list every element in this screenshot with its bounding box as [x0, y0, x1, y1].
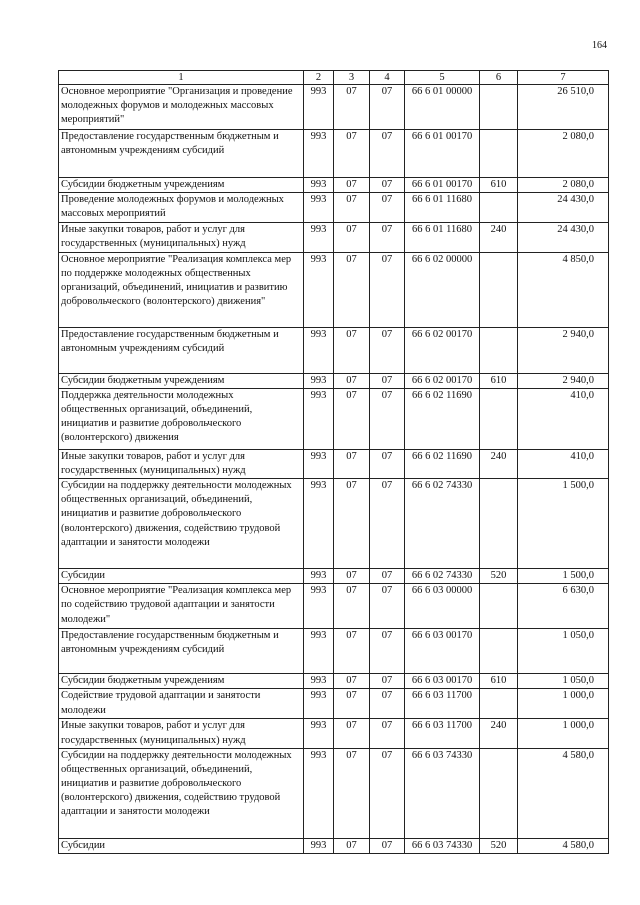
- row-amount: 2 940,0: [518, 373, 609, 388]
- row-code-6: [480, 629, 518, 674]
- table-row: [59, 327, 609, 373]
- row-code-6: 240: [480, 222, 518, 252]
- row-code-5: 66 6 02 11690: [405, 388, 480, 449]
- row-code-3: 07: [334, 584, 370, 629]
- row-code-3: 07: [334, 569, 370, 584]
- row-code-5: 66 6 01 11680: [405, 193, 480, 222]
- row-code-4: 07: [370, 719, 405, 748]
- table-row: [59, 569, 609, 584]
- row-name: Иные закупки товаров, работ и услуг для государственных (муниципальных) нужд: [59, 719, 304, 748]
- table-header: [59, 71, 609, 85]
- row-name: Поддержка деятельности молодежных общественных организаций, объединений, инициатив и развитие добровольческого (волонтерского) движения: [59, 388, 304, 449]
- row-name: Предоставление государственным бюджетным и автономным учреждениям субсидий: [59, 629, 304, 674]
- header-cell-2: 2: [304, 71, 334, 85]
- row-name: Субсидии: [59, 569, 304, 584]
- row-amount: 1 500,0: [518, 569, 609, 584]
- table-row: [59, 629, 609, 674]
- header-cell-5: 5: [405, 71, 480, 85]
- row-code-5: 66 6 03 74330: [405, 748, 480, 838]
- row-code-6: 610: [480, 178, 518, 193]
- table-row: [59, 674, 609, 689]
- row-amount: 4 580,0: [518, 838, 609, 853]
- row-code-3: 07: [334, 689, 370, 719]
- row-code-4: 07: [370, 689, 405, 719]
- row-code-6: [480, 479, 518, 569]
- row-amount: 4 580,0: [518, 748, 609, 838]
- row-code-4: 07: [370, 838, 405, 853]
- row-code-2: 993: [304, 674, 334, 689]
- row-code-4: 07: [370, 252, 405, 327]
- row-amount: 1 000,0: [518, 719, 609, 748]
- row-code-5: 66 6 03 00170: [405, 629, 480, 674]
- row-name: Предоставление государственным бюджетным и автономным учреждениям субсидий: [59, 327, 304, 373]
- row-code-3: 07: [334, 838, 370, 853]
- row-code-5: 66 6 01 00170: [405, 178, 480, 193]
- row-name: Субсидии бюджетным учреждениям: [59, 178, 304, 193]
- row-amount: 410,0: [518, 449, 609, 478]
- table-row: [59, 178, 609, 193]
- row-code-5: 66 6 03 00170: [405, 674, 480, 689]
- row-name: Основное мероприятие "Реализация комплекса мер по поддержке молодежных общественных организаций, объединений, инициатив и развитию добровольческого (волонтерского) движения": [59, 252, 304, 327]
- table-row: [59, 130, 609, 178]
- row-code-2: 993: [304, 479, 334, 569]
- row-code-6: [480, 584, 518, 629]
- row-code-4: 07: [370, 629, 405, 674]
- table-row: [59, 449, 609, 478]
- row-name: Предоставление государственным бюджетным и автономным учреждениям субсидий: [59, 130, 304, 178]
- row-code-4: 07: [370, 584, 405, 629]
- row-code-3: 07: [334, 193, 370, 222]
- row-name: Субсидии: [59, 838, 304, 853]
- row-code-6: [480, 689, 518, 719]
- row-amount: 1 050,0: [518, 674, 609, 689]
- row-name: Содействие трудовой адаптации и занятости молодежи: [59, 689, 304, 719]
- table-row: [59, 373, 609, 388]
- row-code-6: 240: [480, 449, 518, 478]
- row-amount: 24 430,0: [518, 222, 609, 252]
- header-cell-6: 6: [480, 71, 518, 85]
- row-amount: 2 080,0: [518, 178, 609, 193]
- row-code-2: 993: [304, 748, 334, 838]
- row-code-5: 66 6 02 00170: [405, 327, 480, 373]
- row-code-6: [480, 748, 518, 838]
- row-code-5: 66 6 03 74330: [405, 838, 480, 853]
- row-name: Основное мероприятие "Реализация комплекса мер по содействию трудовой адаптации и занятости молодежи": [59, 584, 304, 629]
- row-code-6: 610: [480, 373, 518, 388]
- row-amount: 2 080,0: [518, 130, 609, 178]
- row-code-5: 66 6 03 11700: [405, 689, 480, 719]
- table-row: [59, 689, 609, 719]
- row-name: Субсидии на поддержку деятельности молодежных общественных организаций, объединений, инициатив и развитие добровольческого (волонтерского) движения, содействию трудовой адаптации и занятости молодежи: [59, 748, 304, 838]
- row-name: Основное мероприятие "Организация и проведение молодежных форумов и молодежных массовых мероприятий": [59, 85, 304, 130]
- budget-table: [58, 70, 609, 854]
- row-code-2: 993: [304, 388, 334, 449]
- row-code-4: 07: [370, 327, 405, 373]
- row-amount: 26 510,0: [518, 85, 609, 130]
- row-amount: 1 050,0: [518, 629, 609, 674]
- row-code-4: 07: [370, 748, 405, 838]
- row-code-5: 66 6 01 11680: [405, 222, 480, 252]
- row-name: Субсидии на поддержку деятельности молодежных общественных организаций, объединений, инициатив и развитие добровольческого (волонтерского) движения, содействию трудовой адаптации и занятости молодежи: [59, 479, 304, 569]
- row-amount: 4 850,0: [518, 252, 609, 327]
- table-row: [59, 748, 609, 838]
- row-code-3: 07: [334, 327, 370, 373]
- row-code-6: 520: [480, 569, 518, 584]
- row-code-5: 66 6 02 00000: [405, 252, 480, 327]
- row-code-2: 993: [304, 838, 334, 853]
- row-name: Проведение молодежных форумов и молодежных массовых мероприятий: [59, 193, 304, 222]
- row-name: Иные закупки товаров, работ и услуг для государственных (муниципальных) нужд: [59, 449, 304, 478]
- row-amount: 24 430,0: [518, 193, 609, 222]
- row-code-3: 07: [334, 479, 370, 569]
- row-code-6: 520: [480, 838, 518, 853]
- row-code-4: 07: [370, 388, 405, 449]
- row-code-4: 07: [370, 674, 405, 689]
- row-code-3: 07: [334, 388, 370, 449]
- row-code-4: 07: [370, 85, 405, 130]
- row-code-5: 66 6 02 00170: [405, 373, 480, 388]
- row-code-5: 66 6 02 74330: [405, 569, 480, 584]
- row-code-2: 993: [304, 85, 334, 130]
- table-row: [59, 584, 609, 629]
- row-code-6: [480, 327, 518, 373]
- row-code-2: 993: [304, 719, 334, 748]
- row-code-3: 07: [334, 130, 370, 178]
- row-code-2: 993: [304, 222, 334, 252]
- row-code-3: 07: [334, 449, 370, 478]
- page-number: 164: [592, 40, 607, 51]
- row-code-2: 993: [304, 584, 334, 629]
- row-code-2: 993: [304, 130, 334, 178]
- header-cell-7: 7: [518, 71, 609, 85]
- row-code-2: 993: [304, 327, 334, 373]
- header-row: [59, 71, 609, 85]
- row-code-2: 993: [304, 569, 334, 584]
- row-code-3: 07: [334, 85, 370, 130]
- table-row: [59, 193, 609, 222]
- row-code-5: 66 6 03 11700: [405, 719, 480, 748]
- row-code-3: 07: [334, 629, 370, 674]
- row-code-5: 66 6 02 11690: [405, 449, 480, 478]
- row-code-5: 66 6 01 00170: [405, 130, 480, 178]
- row-code-5: 66 6 02 74330: [405, 479, 480, 569]
- row-code-2: 993: [304, 629, 334, 674]
- row-code-4: 07: [370, 130, 405, 178]
- row-code-4: 07: [370, 373, 405, 388]
- table-row: [59, 252, 609, 327]
- row-code-6: 610: [480, 674, 518, 689]
- row-amount: 1 500,0: [518, 479, 609, 569]
- table-row: [59, 388, 609, 449]
- row-code-4: 07: [370, 449, 405, 478]
- row-code-6: [480, 252, 518, 327]
- row-code-5: 66 6 03 00000: [405, 584, 480, 629]
- row-amount: 6 630,0: [518, 584, 609, 629]
- row-code-3: 07: [334, 748, 370, 838]
- row-code-3: 07: [334, 674, 370, 689]
- row-code-5: 66 6 01 00000: [405, 85, 480, 130]
- header-cell-1: 1: [59, 71, 304, 85]
- row-code-2: 993: [304, 689, 334, 719]
- table-row: [59, 479, 609, 569]
- row-amount: 1 000,0: [518, 689, 609, 719]
- row-code-2: 993: [304, 373, 334, 388]
- row-name: Субсидии бюджетным учреждениям: [59, 674, 304, 689]
- row-code-6: [480, 193, 518, 222]
- row-code-6: [480, 130, 518, 178]
- row-code-4: 07: [370, 479, 405, 569]
- table-row: [59, 85, 609, 130]
- row-code-3: 07: [334, 222, 370, 252]
- row-code-4: 07: [370, 178, 405, 193]
- table-row: [59, 838, 609, 853]
- row-name: Иные закупки товаров, работ и услуг для государственных (муниципальных) нужд: [59, 222, 304, 252]
- table-body: [59, 85, 609, 854]
- row-code-4: 07: [370, 569, 405, 584]
- header-cell-4: 4: [370, 71, 405, 85]
- row-code-6: 240: [480, 719, 518, 748]
- row-code-3: 07: [334, 178, 370, 193]
- table-row: [59, 719, 609, 748]
- row-code-3: 07: [334, 719, 370, 748]
- row-code-2: 993: [304, 193, 334, 222]
- row-amount: 2 940,0: [518, 327, 609, 373]
- row-code-3: 07: [334, 252, 370, 327]
- row-code-4: 07: [370, 222, 405, 252]
- row-code-2: 993: [304, 178, 334, 193]
- row-name: Субсидии бюджетным учреждениям: [59, 373, 304, 388]
- row-code-3: 07: [334, 373, 370, 388]
- table-row: [59, 222, 609, 252]
- row-code-4: 07: [370, 193, 405, 222]
- row-code-6: [480, 388, 518, 449]
- row-code-2: 993: [304, 449, 334, 478]
- row-code-6: [480, 85, 518, 130]
- row-amount: 410,0: [518, 388, 609, 449]
- header-cell-3: 3: [334, 71, 370, 85]
- row-code-2: 993: [304, 252, 334, 327]
